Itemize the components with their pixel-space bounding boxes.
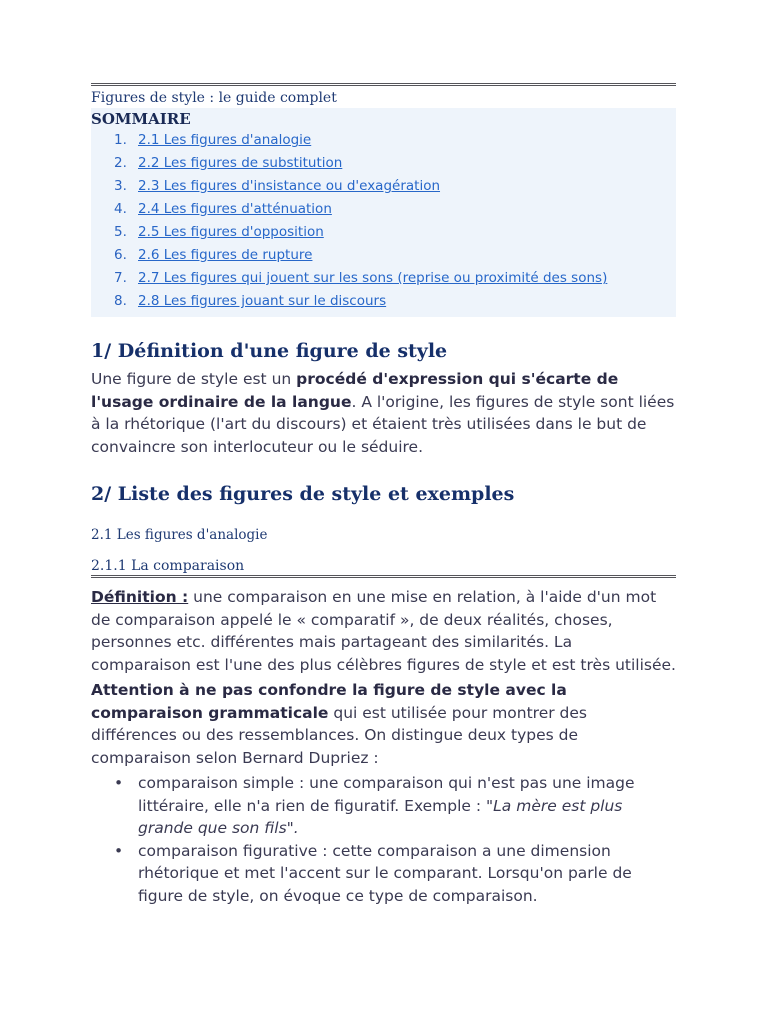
- attention-paragraph: [91, 679, 676, 769]
- section-1-text-before: Une figure de style est un: [91, 370, 297, 388]
- toc-link-rupture[interactable]: 2.6 Les figures de rupture: [138, 247, 313, 263]
- toc-number: 3.: [114, 178, 127, 194]
- document-title: Figures de style : le guide complet: [91, 90, 337, 106]
- toc-number: 4.: [114, 201, 127, 217]
- toc-link-analogie[interactable]: 2.1 Les figures d'analogie: [138, 132, 312, 148]
- bullet-icon: •: [114, 774, 124, 792]
- toc-number: 1.: [114, 132, 127, 148]
- attention-text: qui est utilisée pour montrer des différences ou des ressemblances. On distingue deux types de comparaison selon Bernard Dupriez :: [91, 703, 588, 767]
- comparison-types-list: [91, 772, 676, 907]
- section-1-text-after: . A l'origine, les figures de style sont liées à la rhétorique (l'art du discours) et étaient très utilisées dans le but de convaincre son interlocuteur ou le séduire.: [91, 392, 675, 456]
- toc-heading: SOMMAIRE: [91, 110, 191, 128]
- toc-link-attenuation[interactable]: 2.4 Les figures d'atténuation: [138, 201, 332, 217]
- attention-bold: Attention à ne pas confondre la figure de style avec la comparaison grammaticale: [91, 681, 567, 722]
- list-item: [91, 772, 676, 840]
- toc-item: [91, 154, 676, 177]
- toc-item: [91, 246, 676, 269]
- table-of-contents: [91, 108, 676, 317]
- toc-link-substitution[interactable]: 2.2 Les figures de substitution: [138, 155, 343, 171]
- section-1-paragraph: [91, 368, 676, 458]
- toc-item: [91, 292, 676, 315]
- toc-item: [91, 200, 676, 223]
- list-item-text: comparaison simple : une comparaison qui n'est pas une image littéraire, elle n'a rien de figuratif. Exemple :: [138, 774, 635, 815]
- sub-subsection-heading: 2.1.1 La comparaison: [91, 558, 245, 574]
- toc-number: 7.: [114, 270, 127, 286]
- toc-link-opposition[interactable]: 2.5 Les figures d'opposition: [138, 224, 324, 240]
- toc-link-sons[interactable]: 2.7 Les figures qui jouent sur les sons (reprise ou proximité des sons): [138, 270, 608, 286]
- toc-item: [91, 223, 676, 246]
- toc-list: [91, 131, 676, 315]
- list-item: [91, 840, 676, 908]
- list-item-text: comparaison figurative : cette comparaison a une dimension rhétorique et met l'accent sur le comparant. Lorsqu'on parle de figure de style, on évoque ce type de comparaison.: [138, 841, 632, 905]
- toc-number: 8.: [114, 293, 127, 309]
- toc-number: 5.: [114, 224, 127, 240]
- list-item-example: "La mère est plus grande que son fils".: [138, 796, 623, 837]
- toc-link-discours[interactable]: 2.8 Les figures jouant sur le discours: [138, 293, 387, 309]
- subsection-heading: 2.1 Les figures d'analogie: [91, 527, 268, 543]
- definition-paragraph: [91, 586, 676, 676]
- document-content: [91, 83, 676, 907]
- definition-label: Définition :: [91, 588, 189, 606]
- top-double-rule: [91, 83, 676, 86]
- toc-item: [91, 177, 676, 200]
- toc-item: [91, 269, 676, 292]
- toc-number: 2.: [114, 155, 127, 171]
- toc-link-insistance[interactable]: 2.3 Les figures d'insistance ou d'exagération: [138, 178, 441, 194]
- toc-number: 6.: [114, 247, 127, 263]
- bullet-icon: •: [114, 841, 124, 860]
- toc-item: [91, 131, 676, 154]
- section-1-heading: 1/ Définition d'une figure de style: [91, 340, 448, 362]
- section-1-text-bold: procédé d'expression qui s'écarte de l'usage ordinaire de la langue: [91, 370, 619, 411]
- definition-text: une comparaison en une mise en relation, à l'aide d'un mot de comparaison appelé le « comparatif », de deux réalités, choses, personnes etc. différentes mais partageant des similarités. La comparaison est l'une des plus célèbres figures de style et est très utilisée.: [91, 588, 676, 674]
- section-2-heading: 2/ Liste des figures de style et exemples: [91, 483, 515, 505]
